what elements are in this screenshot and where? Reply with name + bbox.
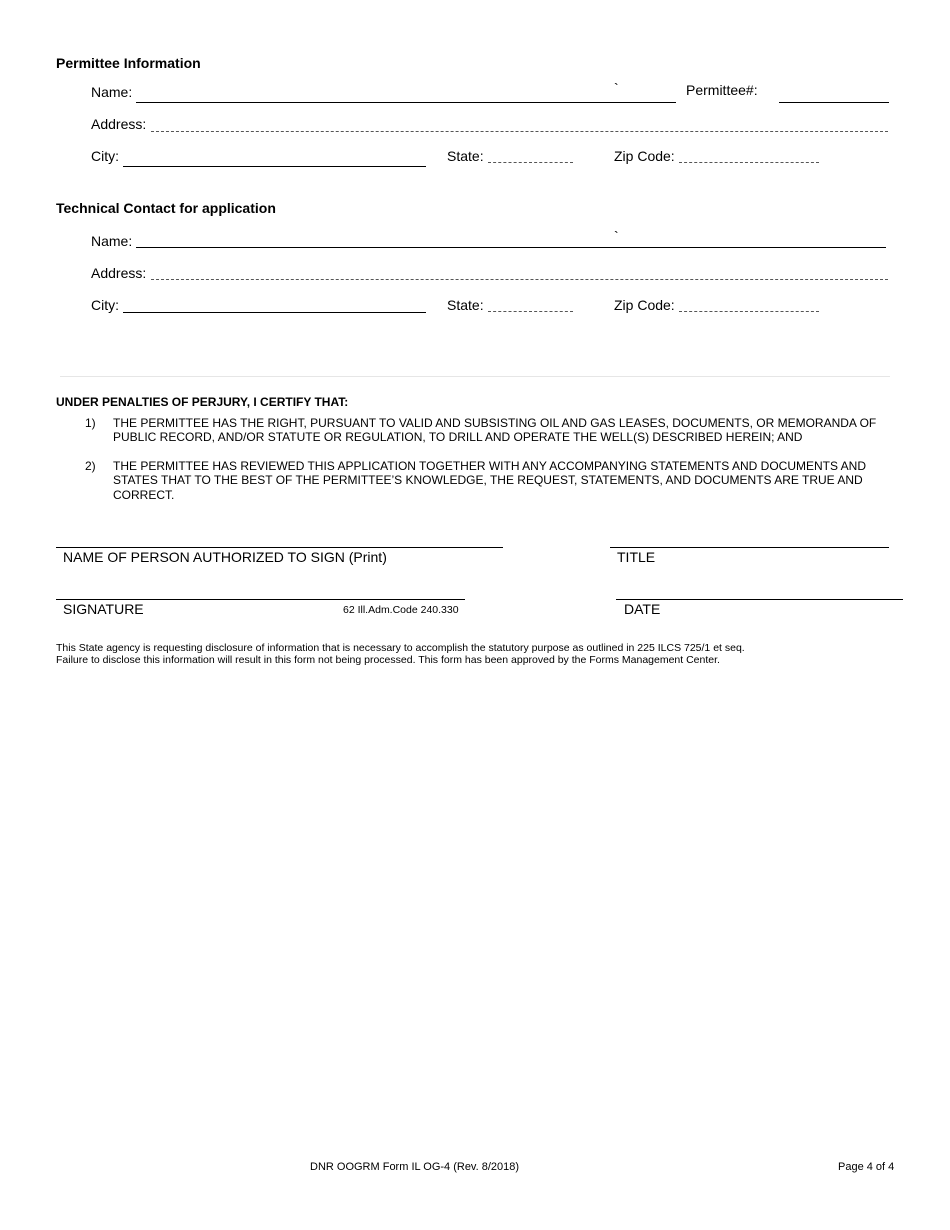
certification-item-text: THE PERMITTEE HAS THE RIGHT, PURSUANT TO VALID AND SUBSISTING OIL AND GAS LEASES, DOCUMENTS, OR MEMORANDA OF PUBLIC RECORD, AND/OR STATUTE OR REGULATION, TO DRILL AND OPERATE THE WELL(S) DESCRIBED HEREIN; AND <box>113 416 877 445</box>
certification-item <box>85 416 895 460</box>
permittee-tick-mark: ` <box>614 80 619 96</box>
certification-item-number: 2) <box>85 459 96 473</box>
certification-item-text: THE PERMITTEE HAS REVIEWED THIS APPLICATION TOGETHER WITH ANY ACCOMPANYING STATEMENTS AND DOCUMENTS AND STATES THAT TO THE BEST OF THE PERMITTEE’S KNOWLEDGE, THE REQUEST, STATEMENTS, AND DOCUMENTS ARE TRUE AND CORRECT. <box>113 459 866 502</box>
permittee-city-label: City: <box>91 148 119 164</box>
signature-label: SIGNATURE <box>63 601 144 617</box>
permittee-zip-field[interactable] <box>679 162 819 163</box>
contact-zip-field[interactable] <box>679 311 819 312</box>
permittee-number-label: Permittee#: <box>686 82 758 98</box>
certification-item <box>85 459 895 503</box>
contact-address-label: Address: <box>91 265 147 281</box>
permittee-section-heading: Permittee Information <box>56 55 201 71</box>
title-line[interactable] <box>610 547 889 548</box>
certification-heading: UNDER PENALTIES OF PERJURY, I CERTIFY THAT: <box>56 395 349 409</box>
date-label: DATE <box>624 601 661 617</box>
permittee-zip-label: Zip Code: <box>614 148 675 164</box>
technical-contact-heading: Technical Contact for application <box>56 200 276 216</box>
contact-city-label: City: <box>91 297 119 313</box>
permittee-number-field[interactable] <box>779 102 889 103</box>
page-number: Page 4 of 4 <box>838 1161 895 1173</box>
permittee-address-field[interactable] <box>151 131 888 132</box>
title-label: TITLE <box>617 549 656 565</box>
contact-address-field[interactable] <box>151 279 888 280</box>
contact-zip-label: Zip Code: <box>614 297 675 313</box>
disclosure-line-2: Failure to disclose this information will result in this form not being processed. This form has been approved by the Forms Management Center. <box>56 654 720 666</box>
contact-name-label: Name: <box>91 233 133 249</box>
contact-city-field[interactable] <box>123 312 426 313</box>
permittee-name-label: Name: <box>91 84 133 100</box>
code-reference: 62 Ill.Adm.Code 240.330 <box>343 604 459 616</box>
permittee-city-field[interactable] <box>123 166 426 167</box>
contact-name-field[interactable] <box>136 247 886 248</box>
signature-line[interactable] <box>56 599 465 600</box>
date-line[interactable] <box>616 599 903 600</box>
form-identifier: DNR OOGRM Form IL OG-4 (Rev. 8/2018) <box>310 1161 520 1173</box>
contact-tick-mark: ` <box>614 228 619 244</box>
disclosure-line-1: This State agency is requesting disclosure of information that is necessary to accomplish the statutory purpose as outlined in 225 ILCS 725/1 et seq. <box>56 642 745 654</box>
authorized-name-label: NAME OF PERSON AUTHORIZED TO SIGN (Print) <box>63 549 387 565</box>
section-divider <box>60 376 890 377</box>
permittee-address-label: Address: <box>91 116 147 132</box>
permittee-name-field[interactable] <box>136 102 676 103</box>
permittee-state-field[interactable] <box>488 162 573 163</box>
permittee-state-label: State: <box>447 148 484 164</box>
authorized-name-line[interactable] <box>56 547 503 548</box>
contact-state-field[interactable] <box>488 311 573 312</box>
contact-state-label: State: <box>447 297 484 313</box>
certification-item-number: 1) <box>85 416 96 430</box>
